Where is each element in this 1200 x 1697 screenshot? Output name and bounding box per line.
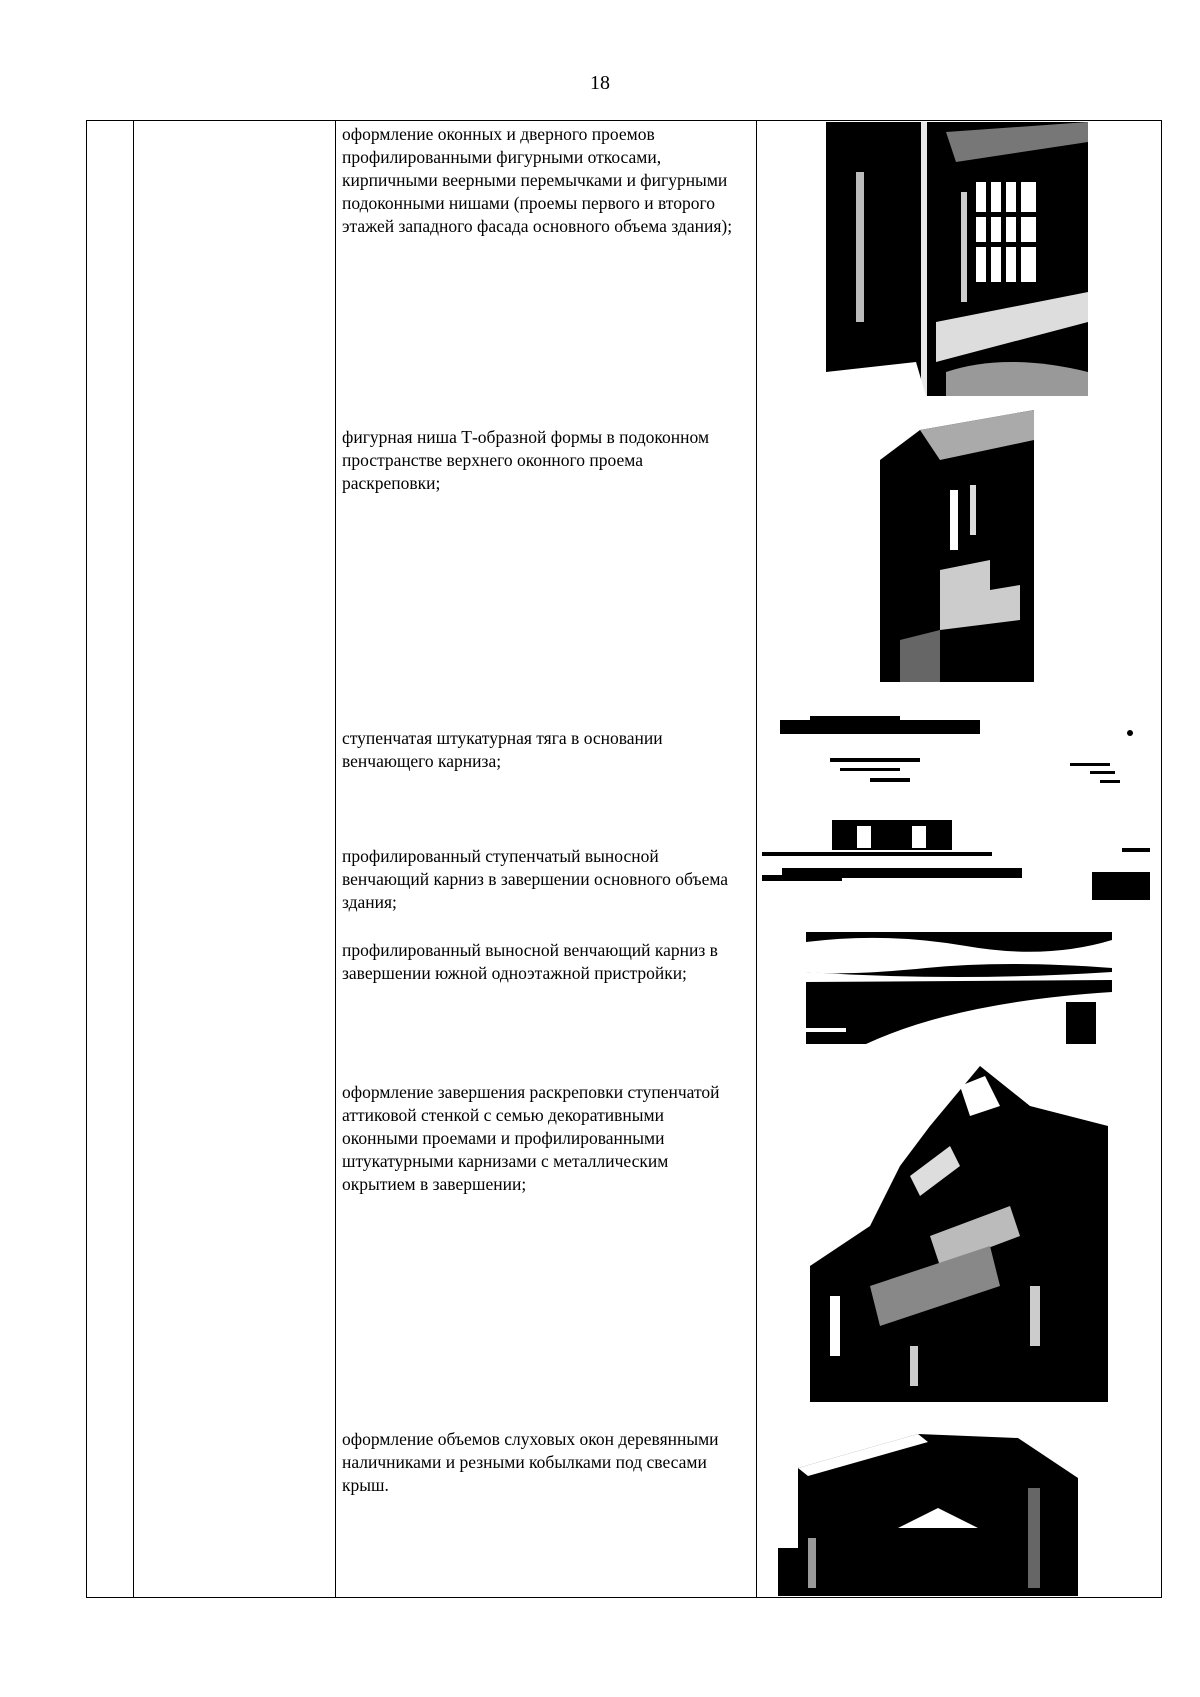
plaster-molding-photo	[770, 708, 1140, 798]
annex-cornice-photo	[806, 932, 1112, 1044]
crowning-cornice-photo	[762, 820, 1150, 900]
feature-description: профилированный выносной венчающий карниз в завершении южной одноэтажной пристройки;	[342, 940, 718, 983]
column-divider	[756, 121, 757, 1597]
feature-description: фигурная ниша Т-образной формы в подоконном пространстве верхнего оконного проема раскреповки;	[342, 427, 710, 493]
feature-description: оформление объемов слуховых окон деревянными наличниками и резными кобылками под свесами крыш.	[342, 1429, 719, 1495]
feature-description: профилированный ступенчатый выносной венчающий карниз в завершении основного объема здания;	[342, 846, 729, 912]
column-divider	[133, 121, 134, 1597]
feature-description: оформление оконных и дверного проемов профилированными фигурными откосами, кирпичными веерными перемычками и фигурными подоконными нишами (проемы первого и второго этажей западного фасада основного объема здания);	[342, 124, 733, 236]
feature-description: оформление завершения раскреповки ступенчатой аттиковой стенкой с семью декоративными оконными проемами и профилированными штукатурными карнизами с металлическим окрытием в завершении;	[342, 1082, 720, 1194]
feature-description: ступенчатая штукатурная тяга в основании венчающего карниза;	[342, 728, 663, 771]
dormer-window-photo	[778, 1428, 1098, 1596]
attic-wall-photo	[810, 1066, 1108, 1402]
window-niche-photo	[880, 400, 1034, 682]
building-facade-window-photo	[826, 122, 1088, 396]
page-number: 18	[590, 72, 610, 94]
column-divider	[335, 121, 336, 1597]
